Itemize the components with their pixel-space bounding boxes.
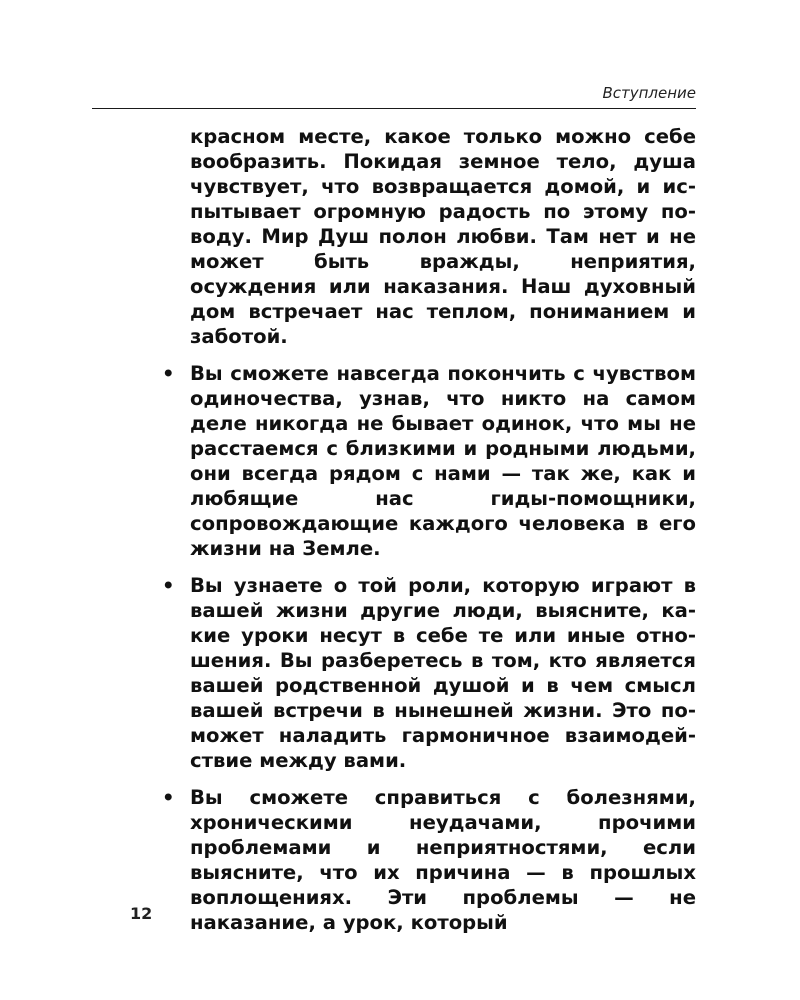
bullet-icon: • [162,786,175,809]
list-item-text: Вы сможете навсегда покончить с чувством одиночества, узнав, что никто на самом деле никогда не бывает одинок, что мы не расстаемся с близкими и родными людьми, они всегда рядом с нами — так же, как и любящие нас гиды-помощники, сопровождающие каждого человека в его жизни на Земле. [190,362,696,560]
list-item [162,785,696,935]
page-number: 12 [130,904,153,923]
bullet-icon: • [162,574,175,597]
bullet-icon: • [162,362,175,385]
list-item [162,573,696,773]
list-item-text: Вы узнаете о той роли, которую играют в вашей жизни другие люди, выясните, какие уроки несут в себе те или иные отношения. Вы разберетесь в том, кто является вашей родственной душой и в чем смысл вашей встречи в нынешней жизни. Это поможет наладить гармоничное взаимодействие между вами. [190,574,696,772]
chapter-title: Вступление [602,84,696,102]
page-body [162,124,696,935]
intro-paragraph: красном месте, какое только можно себе вообразить. Покидая земное тело, душа чувствует, что возвращается домой, и испытывает огромную радость по этому поводу. Мир Душ полон любви. Там нет и не может быть вражды, неприятия, осуждения или наказания. Наш духовный дом встречает нас теплом, пониманием и заботой. [190,125,696,348]
list-item [162,361,696,561]
running-head [92,80,696,109]
list-item-text: Вы сможете справиться с болезнями, хроническими неудачами, прочими проблемами и неприятностями, если выясните, что их причина — в прошлых воплощениях. Эти проблемы — не наказание, а урок, который [190,786,696,934]
